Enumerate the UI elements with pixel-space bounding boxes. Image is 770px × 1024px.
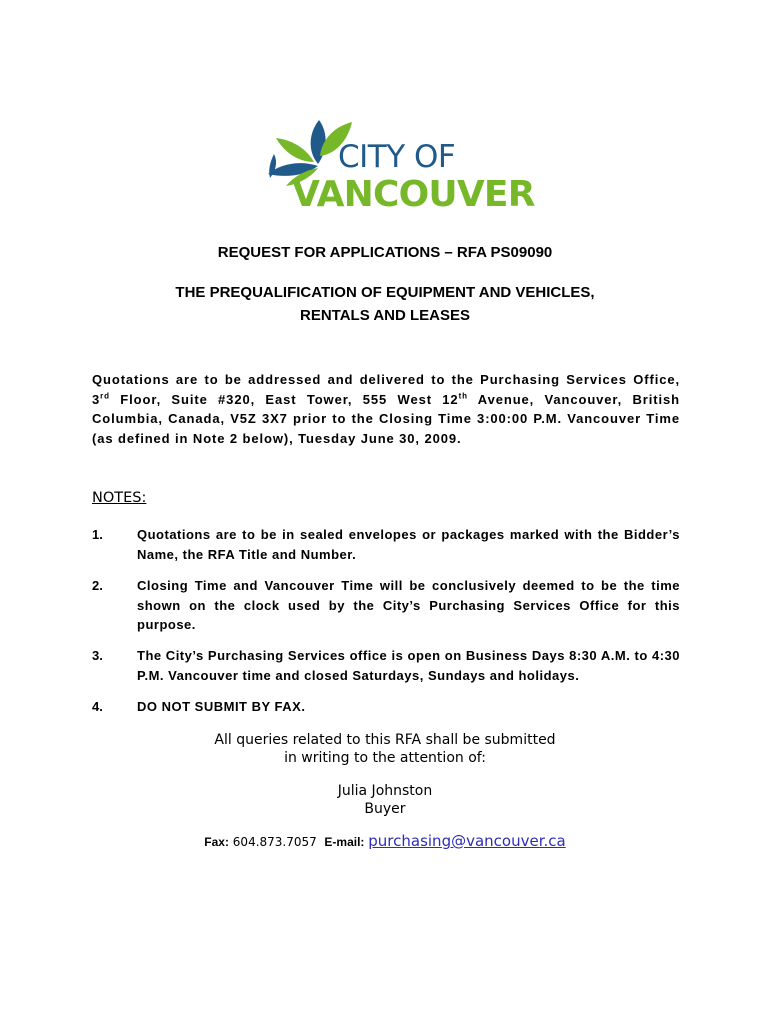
logo-city-of-text: CITY OF: [338, 139, 456, 175]
contact-line: [0, 832, 770, 850]
contact-role: Buyer: [364, 801, 406, 817]
intro-text-1: Quotations are to be addressed and delivered to the Purchasing Services Office, 3: [92, 372, 680, 407]
email-label: E-mail:: [324, 835, 365, 849]
note-text: DO NOT SUBMIT BY FAX.: [137, 699, 306, 714]
queries-line-1: All queries related to this RFA shall be submitted: [214, 732, 556, 748]
note-text: Quotations are to be in sealed envelopes or packages marked with the Bidder’s Name, the RFA Title and Number.: [137, 527, 680, 562]
note-number: 4.: [92, 699, 103, 714]
subtitle-line-1: THE PREQUALIFICATION OF EQUIPMENT AND VEHICLES,: [175, 284, 595, 301]
intro-text-3: Avenue, Vancouver, British Columbia, Canada, V5Z 3X7 prior to the Closing Time 3:00:00 P.M. Vancouver Time (as defined in Note 2 below), Tuesday June 30, 2009.: [92, 391, 680, 446]
note-text: Closing Time and Vancouver Time will be conclusively deemed to be the time shown on the clock used by the City’s Purchasing Services Office for this purpose.: [137, 578, 680, 632]
intro-sup-2: th: [458, 391, 468, 401]
note-text: The City’s Purchasing Services office is open on Business Days 8:30 A.M. to 4:30 P.M. Vancouver time and closed Saturdays, Sundays and holidays.: [137, 648, 680, 683]
contact-name: Julia Johnston: [337, 783, 433, 799]
fax-number: 604.873.7057: [232, 835, 317, 849]
city-of-vancouver-logo: [256, 112, 535, 216]
queries-line-2: in writing to the attention of:: [284, 750, 486, 766]
note-number: 3.: [92, 648, 103, 663]
page-title: REQUEST FOR APPLICATIONS – RFA PS09090: [217, 244, 553, 261]
note-number: 2.: [92, 578, 103, 593]
logo-vancouver-text: VANCOUVER: [292, 174, 535, 215]
intro-paragraph: [92, 370, 680, 448]
notes-heading: NOTES:: [92, 490, 147, 506]
intro-text-2: Floor, Suite #320, East Tower, 555 West 12: [109, 391, 459, 407]
fax-label: Fax:: [204, 835, 229, 849]
email-link[interactable]: purchasing@vancouver.ca: [368, 832, 566, 850]
note-number: 1.: [92, 527, 103, 542]
subtitle-line-2: RENTALS AND LEASES: [299, 307, 470, 324]
intro-sup-1: rd: [100, 391, 110, 401]
